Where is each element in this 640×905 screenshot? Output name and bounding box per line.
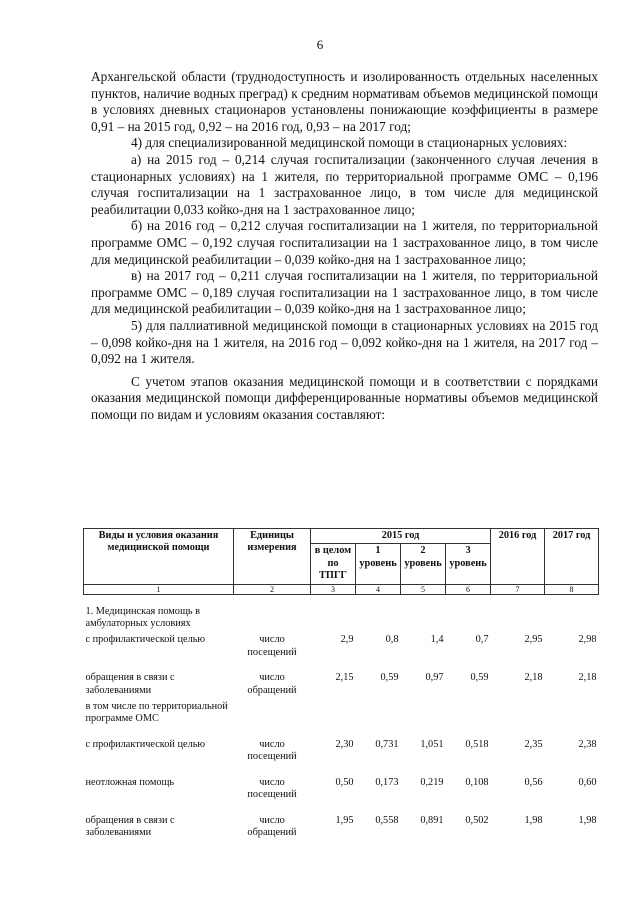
value-level-2: 0,891 <box>420 814 444 826</box>
table-row <box>84 777 599 815</box>
row-label: с профилактической целью <box>85 738 206 750</box>
header-units: Единицы измерения <box>234 529 311 585</box>
value-level-2: 1,051 <box>420 738 444 750</box>
value-2017: 2,38 <box>578 738 597 750</box>
paragraph-item-4a: а) на 2015 год – 0,214 случая госпитализации (законченного случая лечения в стационарных условиях) на 1 жителя, по территориальной программе ОМС – 0,196 случая госпитализации на 1 застрахованное лицо, в том числе для медицинской реабилитации 0,033 койко-дня на 1 застрахованное лицо; <box>91 151 598 217</box>
page-number: 6 <box>316 37 324 52</box>
column-number: 1 <box>84 584 234 594</box>
subsection-row <box>84 701 599 739</box>
value-2016: 2,35 <box>524 738 543 750</box>
value-2017: 0,60 <box>578 776 597 788</box>
paragraph-item-4: 4) для специализированной медицинской помощи в стационарных условиях: <box>131 135 568 151</box>
row-unit: число обращений <box>247 814 297 838</box>
value-2016: 0,56 <box>524 776 543 788</box>
value-level-3: 0,502 <box>465 814 489 826</box>
paragraph-continuation: Архангельской области (труднодоступность и изолированность отдельных населенных пунктов, наличие водных преград) к средним нормативам объемов медицинской помощи в условиях дневных стационаров установлены понижающие коэффициенты в размере 0,91 – на 2015 год, 0,92 – на 2016 год, 0,93 – на 2017 год; <box>91 69 598 134</box>
column-number: 8 <box>545 584 599 594</box>
header-year-2015: 2015 год <box>311 529 491 544</box>
value-level-1: 0,8 <box>385 634 399 646</box>
value-level-2: 0,219 <box>420 776 444 788</box>
column-number: 5 <box>401 584 446 594</box>
value-level-3: 0,518 <box>465 738 489 750</box>
header-total: в целом по ТПГГ <box>311 544 356 584</box>
row-unit: число посещений <box>247 738 297 763</box>
value-level-1: 0,59 <box>380 672 399 684</box>
subsection-title: в том числе по территориальной программе ОМС <box>85 701 228 725</box>
value-level-2: 0,97 <box>425 672 444 684</box>
row-label: неотложная помощь <box>85 776 175 788</box>
value-2016: 1,98 <box>524 814 543 826</box>
value-level-3: 0,108 <box>465 776 489 788</box>
value-2017: 2,18 <box>578 672 597 684</box>
table-header-row <box>84 529 599 544</box>
value-total: 2,15 <box>335 672 354 684</box>
row-unit: число посещений <box>247 776 297 801</box>
norms-table <box>83 528 599 843</box>
value-2016: 2,18 <box>524 672 543 684</box>
table-row <box>84 739 599 777</box>
row-label: обращения в связи с заболеваниями <box>85 814 175 838</box>
value-2016: 2,95 <box>524 634 543 646</box>
paragraph-intro-table: С учетом этапов оказания медицинской помощи и в соответствии с порядками оказания медицинской помощи дифференцированные нормативы объемов медицинской помощи по видам и условиям оказания составляют: <box>91 373 598 422</box>
value-level-1: 0,173 <box>375 776 399 788</box>
table-row <box>84 634 599 672</box>
value-total: 2,9 <box>340 634 354 646</box>
value-level-1: 0,731 <box>375 738 399 750</box>
value-level-3: 0,59 <box>470 672 489 684</box>
row-unit: число обращений <box>247 672 297 696</box>
header-2017: 2017 год <box>545 529 599 585</box>
value-2017: 1,98 <box>578 814 597 826</box>
column-number: 3 <box>311 584 356 594</box>
column-number: 6 <box>446 584 491 594</box>
row-label: обращения в связи с заболеваниями <box>85 672 175 696</box>
table-row <box>84 815 599 844</box>
row-label: с профилактической целью <box>85 634 206 646</box>
header-2016: 2016 год <box>491 529 545 585</box>
column-number: 4 <box>356 584 401 594</box>
header-types: Виды и условия оказания медицинской помощи <box>84 529 234 585</box>
value-level-3: 0,7 <box>475 634 489 646</box>
value-2017: 2,98 <box>578 634 597 646</box>
header-level-3: 3 уровень <box>446 544 491 584</box>
section-row <box>84 606 599 635</box>
row-unit: число посещений <box>247 634 297 658</box>
header-level-1: 1 уровень <box>356 544 401 584</box>
paragraph-item-4b: б) на 2016 год – 0,212 случая госпитализации на 1 жителя, по территориальной программе ОМС – 0,192 случая госпитализации на 1 застрахованное лицо, в том числе для медицинской реабилитации – 0,039 койко-дня на 1 застрахованное лицо; <box>91 218 598 267</box>
value-total: 0,50 <box>335 776 354 788</box>
column-number: 7 <box>491 584 545 594</box>
value-level-2: 1,4 <box>430 634 444 646</box>
section-title: 1. Медицинская помощь в амбулаторных условиях <box>85 605 201 630</box>
table-row <box>84 672 599 701</box>
body-text <box>91 69 598 423</box>
column-number: 2 <box>234 584 311 594</box>
column-number-row <box>84 584 599 594</box>
value-total: 2,30 <box>335 738 354 750</box>
value-total: 1,95 <box>335 814 354 826</box>
header-level-2: 2 уровень <box>401 544 446 584</box>
paragraph-item-4c: в) на 2017 год – 0,211 случая госпитализации на 1 жителя, по территориальной программе ОМС – 0,189 случая госпитализации на 1 застрахованное лицо, в том числе для медицинской реабилитации – 0,039 койко-дня на 1 застрахованное лицо; <box>91 268 598 317</box>
paragraph-item-5: 5) для паллиативной медицинской помощи в стационарных условиях на 2015 год – 0,098 койко-дня на 1 жителя, на 2016 год – 0,092 койко-дня на 1 жителя, на 2017 год – 0,092 на 1 жителя. <box>91 317 598 367</box>
value-level-1: 0,558 <box>375 814 399 826</box>
